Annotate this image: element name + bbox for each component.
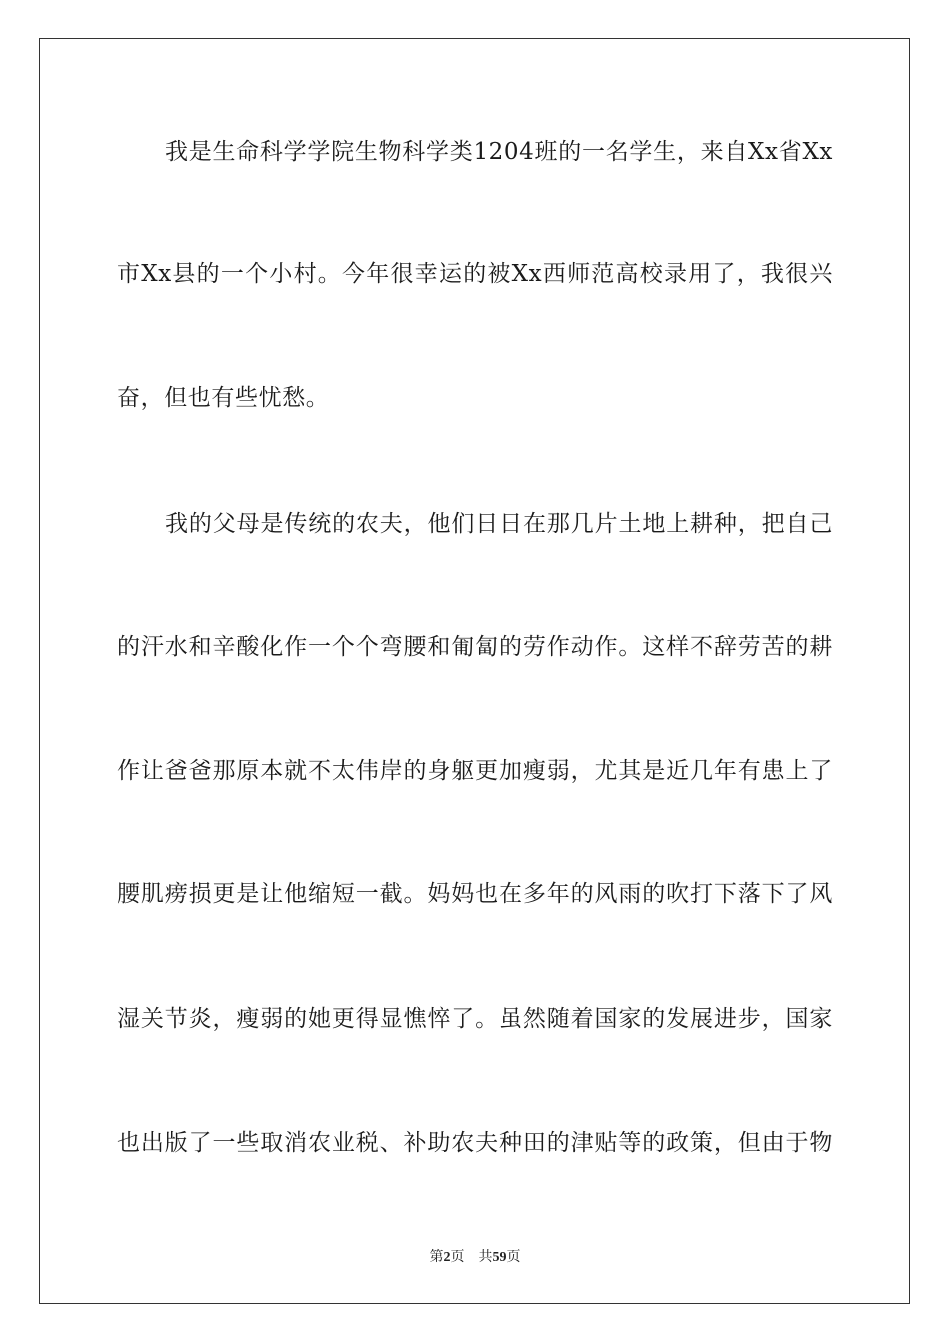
paragraph-2-line-5: 湿关节炎，瘦弱的她更得显憔悴了。虽然随着国家的发展进步，国家 — [117, 1006, 833, 1032]
total-suffix: 页 — [506, 1249, 521, 1265]
paragraph-2-line-2: 的汗水和辛酸化作一个个弯腰和匍匐的劳作动作。这样不辞劳苦的耕 — [117, 634, 833, 660]
paragraph-2-line-4: 腰肌痨损更是让他缩短一截。妈妈也在多年的风雨的吹打下落下了风 — [117, 881, 833, 907]
total-prefix: 共 — [478, 1249, 493, 1265]
paragraph-1-line-1: 我是生命科学学院生物科学类1204班的一名学生，来自Xx省Xx — [165, 139, 833, 165]
paragraph-1-line-3: 奋，但也有些忧愁。 — [117, 385, 330, 411]
paragraph-1-line-2: 市Xx县的一个小村。今年很幸运的被Xx西师范高校录用了，我很兴 — [117, 261, 833, 287]
paragraph-2-line-1: 我的父母是传统的农夫，他们日日在那几片土地上耕种，把自己 — [165, 511, 833, 537]
page-border — [39, 38, 910, 1304]
page-number: 2 — [443, 1250, 451, 1265]
page-prefix: 第 — [429, 1249, 444, 1265]
page-footer — [0, 1248, 950, 1267]
paragraph-2-line-3: 作让爸爸那原本就不太伟岸的身躯更加瘦弱，尤其是近几年有患上了 — [117, 758, 833, 784]
total-pages: 59 — [492, 1250, 507, 1265]
page-suffix: 页 — [450, 1249, 465, 1265]
paragraph-2-line-6: 也出版了一些取消农业税、补助农夫种田的津贴等的政策，但由于物 — [117, 1130, 833, 1156]
